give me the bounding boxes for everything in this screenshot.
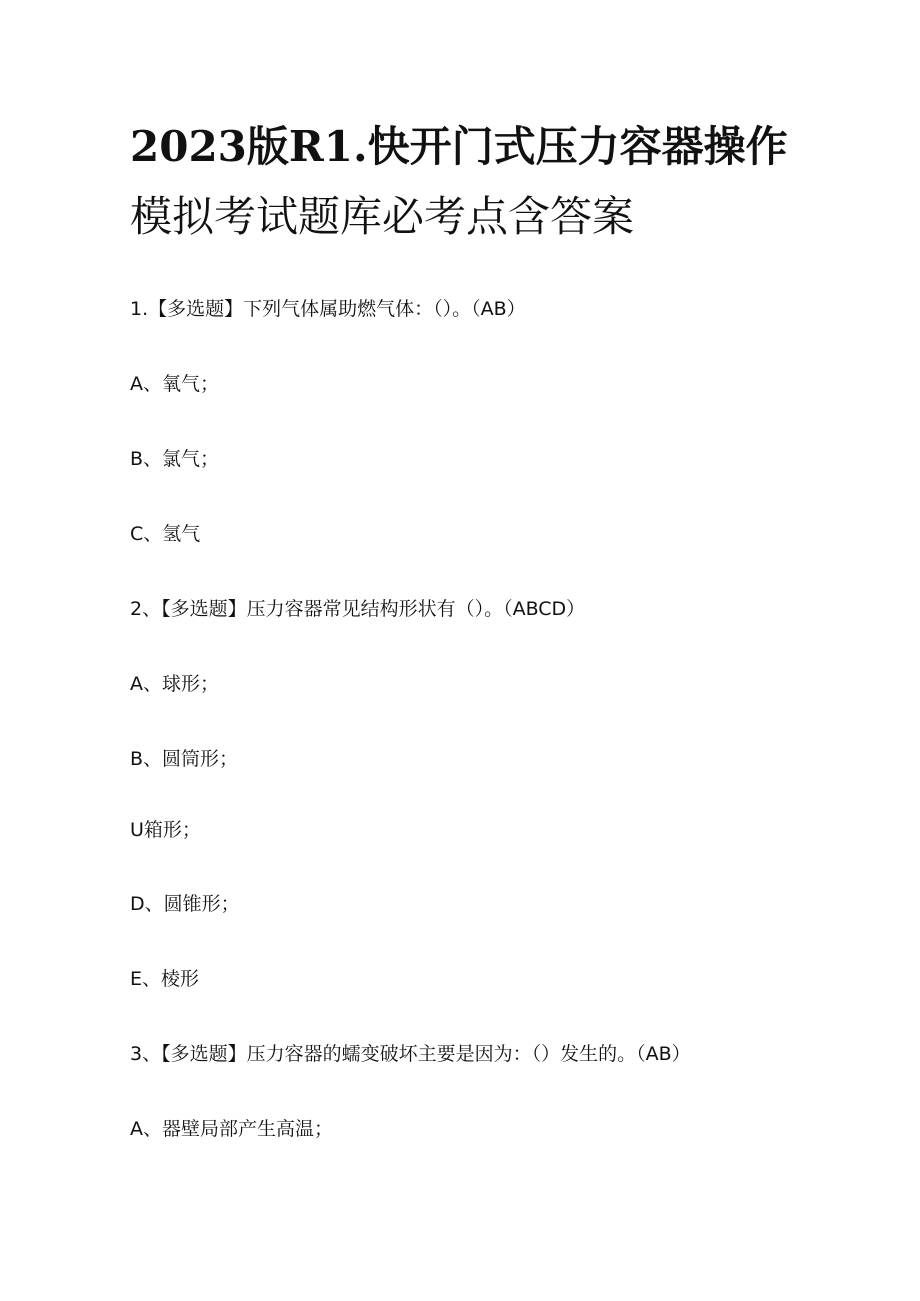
question-1-option-c: C、氢气 xyxy=(130,523,201,545)
question-2-option-b: B、圆筒形； xyxy=(130,748,239,770)
title-line-1: 2023版R1.快开门式压力容器操作 xyxy=(130,122,788,171)
question-2-option-e: E、棱形 xyxy=(130,968,200,990)
question-1-option-b: B、氯气； xyxy=(130,448,220,470)
title-line-2: 模拟考试题库必考点含答案 xyxy=(130,192,635,241)
question-3: 3、【多选题】压力容器的蠕变破坏主要是因为：（）发生的。（AB） xyxy=(130,1043,691,1065)
document-title xyxy=(130,112,810,252)
question-2-option-a: A、球形； xyxy=(130,673,219,695)
question-2-option-d: D、圆锥形； xyxy=(130,893,240,915)
question-3-option-a: A、器壁局部产生高温； xyxy=(130,1118,333,1140)
question-1-option-a: A、氧气； xyxy=(130,373,219,395)
question-1: 1.【多选题】下列气体属助燃气体：（）。（AB） xyxy=(130,298,526,320)
question-2: 2、【多选题】压力容器常见结构形状有（）。（ABCD） xyxy=(130,598,586,620)
question-2-option-c: U箱形； xyxy=(130,819,201,841)
